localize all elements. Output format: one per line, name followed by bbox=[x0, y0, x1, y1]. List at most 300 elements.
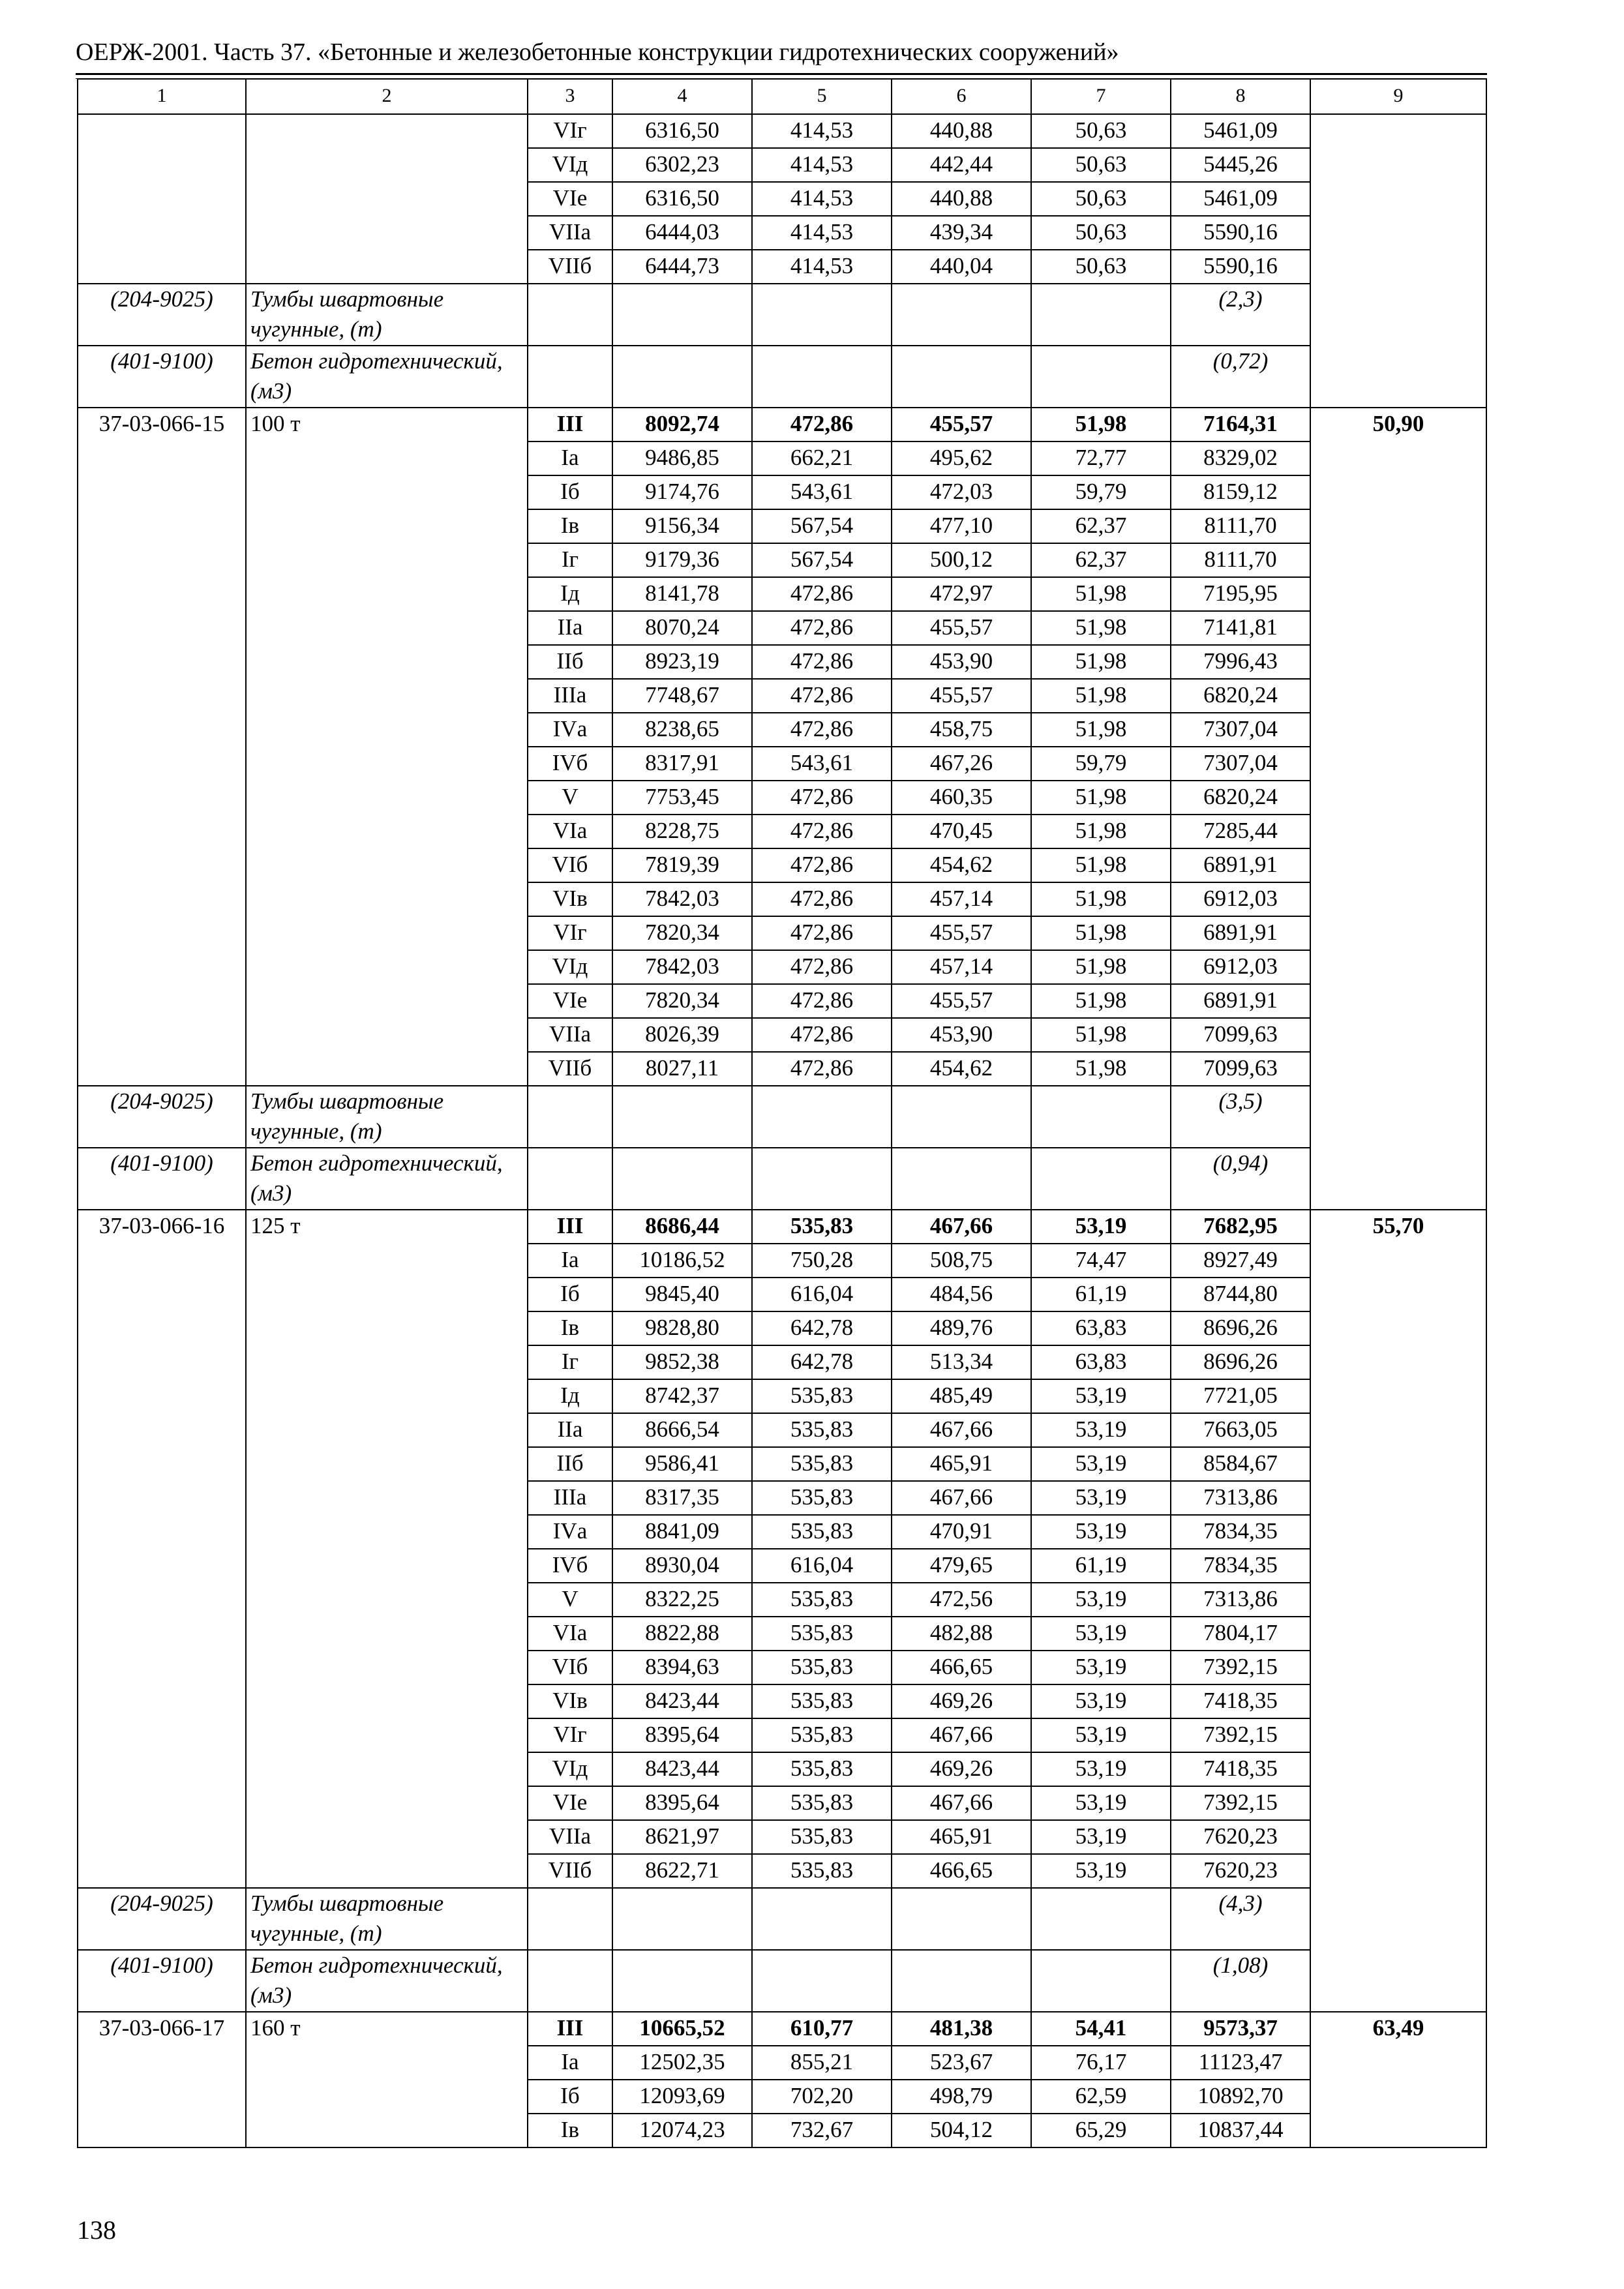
wages-cell: 414,53 bbox=[752, 148, 892, 182]
zone-cell: IVа bbox=[528, 713, 612, 747]
materials-cell: 7663,05 bbox=[1171, 1413, 1310, 1447]
machines-cell: 454,62 bbox=[892, 1052, 1031, 1086]
materials-cell: 7418,35 bbox=[1171, 1684, 1310, 1718]
machines-cell: 466,65 bbox=[892, 1854, 1031, 1888]
resource-quantity: (4,3) bbox=[1171, 1888, 1310, 1950]
total-cost-cell: 8317,91 bbox=[612, 747, 752, 781]
rate-name: 100 т bbox=[246, 408, 528, 1086]
drivers-wages-cell: 51,98 bbox=[1031, 408, 1171, 441]
page-header: ОЕРЖ-2001. Часть 37. «Бетонные и железобетонные конструкции гидротехнических сооружений» bbox=[76, 38, 1119, 66]
wages-cell: 472,86 bbox=[752, 848, 892, 882]
resource-code: (401-9100) bbox=[78, 1950, 246, 2012]
zone-cell: VIа bbox=[528, 1617, 612, 1651]
machines-cell: 455,57 bbox=[892, 679, 1031, 713]
machines-cell: 442,44 bbox=[892, 148, 1031, 182]
drivers-wages-cell: 53,19 bbox=[1031, 1515, 1171, 1549]
total-cost-cell: 6444,03 bbox=[612, 216, 752, 250]
zone-cell: V bbox=[528, 781, 612, 815]
resource-name: Тумбы швартовные чугунные, (т) bbox=[246, 1086, 528, 1148]
wages-cell: 414,53 bbox=[752, 114, 892, 148]
wages-cell: 662,21 bbox=[752, 441, 892, 475]
resource-code: (401-9100) bbox=[78, 346, 246, 408]
machines-cell: 523,67 bbox=[892, 2046, 1031, 2080]
machines-cell: 467,66 bbox=[892, 1210, 1031, 1244]
drivers-wages-cell: 51,98 bbox=[1031, 611, 1171, 645]
drivers-wages-cell: 51,98 bbox=[1031, 984, 1171, 1018]
materials-cell: 7392,15 bbox=[1171, 1651, 1310, 1684]
total-cost-cell: 7753,45 bbox=[612, 781, 752, 815]
wages-cell: 732,67 bbox=[752, 2114, 892, 2147]
zone-cell: Iа bbox=[528, 441, 612, 475]
total-cost-cell: 9845,40 bbox=[612, 1278, 752, 1311]
col-header-9: 9 bbox=[1310, 79, 1486, 114]
drivers-wages-cell: 62,37 bbox=[1031, 543, 1171, 577]
zone-cell: III bbox=[528, 2012, 612, 2046]
wages-cell: 535,83 bbox=[752, 1820, 892, 1854]
materials-cell: 7285,44 bbox=[1171, 815, 1310, 848]
materials-cell: 6891,91 bbox=[1171, 916, 1310, 950]
total-cost-cell: 9486,85 bbox=[612, 441, 752, 475]
machines-cell: 440,04 bbox=[892, 250, 1031, 284]
zone-cell: VIе bbox=[528, 1786, 612, 1820]
resource-name: Тумбы швартовные чугунные, (т) bbox=[246, 284, 528, 346]
wages-cell: 535,83 bbox=[752, 1481, 892, 1515]
resource-code: (204-9025) bbox=[78, 1888, 246, 1950]
total-cost-cell: 7748,67 bbox=[612, 679, 752, 713]
materials-cell: 10892,70 bbox=[1171, 2080, 1310, 2114]
rate-code: 37-03-066-17 bbox=[78, 2012, 246, 2147]
resource-quantity: (0,94) bbox=[1171, 1148, 1310, 1210]
wages-cell: 472,86 bbox=[752, 713, 892, 747]
drivers-wages-cell: 51,98 bbox=[1031, 882, 1171, 916]
zone-cell: IIIа bbox=[528, 679, 612, 713]
total-cost-cell: 8394,63 bbox=[612, 1651, 752, 1684]
empty-cell bbox=[612, 284, 752, 346]
drivers-wages-cell: 53,19 bbox=[1031, 1684, 1171, 1718]
total-cost-cell: 7820,34 bbox=[612, 916, 752, 950]
zone-cell: VIд bbox=[528, 148, 612, 182]
empty-cell bbox=[892, 1950, 1031, 2012]
total-cost-cell: 6444,73 bbox=[612, 250, 752, 284]
wages-cell: 567,54 bbox=[752, 543, 892, 577]
drivers-wages-cell: 50,63 bbox=[1031, 148, 1171, 182]
zone-cell: IVб bbox=[528, 1549, 612, 1583]
zone-cell: IIа bbox=[528, 611, 612, 645]
wages-cell: 750,28 bbox=[752, 1244, 892, 1278]
materials-cell: 6912,03 bbox=[1171, 950, 1310, 984]
materials-cell: 7996,43 bbox=[1171, 645, 1310, 679]
zone-cell: Iд bbox=[528, 577, 612, 611]
materials-cell: 7307,04 bbox=[1171, 747, 1310, 781]
machines-cell: 467,66 bbox=[892, 1786, 1031, 1820]
machines-cell: 467,66 bbox=[892, 1481, 1031, 1515]
col-header-4: 4 bbox=[612, 79, 752, 114]
materials-cell: 7099,63 bbox=[1171, 1018, 1310, 1052]
total-cost-cell: 8070,24 bbox=[612, 611, 752, 645]
machines-cell: 457,14 bbox=[892, 950, 1031, 984]
rate-code: 37-03-066-16 bbox=[78, 1210, 246, 1888]
zone-cell: IIб bbox=[528, 1447, 612, 1481]
materials-cell: 7164,31 bbox=[1171, 408, 1310, 441]
zone-cell: VIг bbox=[528, 916, 612, 950]
materials-cell: 8744,80 bbox=[1171, 1278, 1310, 1311]
total-cost-cell: 12502,35 bbox=[612, 2046, 752, 2080]
wages-cell: 472,86 bbox=[752, 577, 892, 611]
machines-cell: 469,26 bbox=[892, 1752, 1031, 1786]
wages-cell: 472,86 bbox=[752, 408, 892, 441]
resource-code: (204-9025) bbox=[78, 1086, 246, 1148]
total-cost-cell: 9586,41 bbox=[612, 1447, 752, 1481]
table-body bbox=[78, 79, 1486, 2147]
empty-cell bbox=[1031, 1086, 1171, 1148]
rate-main-row bbox=[78, 408, 1486, 441]
materials-cell: 8111,70 bbox=[1171, 543, 1310, 577]
machines-cell: 513,34 bbox=[892, 1345, 1031, 1379]
machines-cell: 440,88 bbox=[892, 182, 1031, 216]
zone-cell: Iб bbox=[528, 1278, 612, 1311]
empty-cell bbox=[612, 346, 752, 408]
drivers-wages-cell: 51,98 bbox=[1031, 1052, 1171, 1086]
wages-cell: 535,83 bbox=[752, 1786, 892, 1820]
drivers-wages-cell: 51,98 bbox=[1031, 577, 1171, 611]
total-cost-cell: 10665,52 bbox=[612, 2012, 752, 2046]
col-header-6: 6 bbox=[892, 79, 1031, 114]
rate-code: 37-03-066-15 bbox=[78, 408, 246, 1086]
drivers-wages-cell: 63,83 bbox=[1031, 1345, 1171, 1379]
empty-cell bbox=[528, 1888, 612, 1950]
zone-cell: Iв bbox=[528, 1311, 612, 1345]
wages-cell: 535,83 bbox=[752, 1718, 892, 1752]
zone-cell: III bbox=[528, 1210, 612, 1244]
rates-table bbox=[77, 78, 1487, 2148]
drivers-wages-cell: 51,98 bbox=[1031, 645, 1171, 679]
drivers-wages-cell: 53,19 bbox=[1031, 1854, 1171, 1888]
drivers-wages-cell: 63,83 bbox=[1031, 1311, 1171, 1345]
machines-cell: 472,56 bbox=[892, 1583, 1031, 1617]
machines-cell: 453,90 bbox=[892, 645, 1031, 679]
empty-cell bbox=[612, 1086, 752, 1148]
total-cost-cell: 9852,38 bbox=[612, 1345, 752, 1379]
col-header-1: 1 bbox=[78, 79, 246, 114]
wages-cell: 535,83 bbox=[752, 1515, 892, 1549]
total-cost-cell: 6302,23 bbox=[612, 148, 752, 182]
total-cost-cell: 8141,78 bbox=[612, 577, 752, 611]
drivers-wages-cell: 50,63 bbox=[1031, 250, 1171, 284]
drivers-wages-cell: 59,79 bbox=[1031, 747, 1171, 781]
wages-cell: 543,61 bbox=[752, 475, 892, 509]
machines-cell: 465,91 bbox=[892, 1447, 1031, 1481]
machines-cell: 481,38 bbox=[892, 2012, 1031, 2046]
total-cost-cell: 10186,52 bbox=[612, 1244, 752, 1278]
resource-code: (401-9100) bbox=[78, 1148, 246, 1210]
zone-cell: III bbox=[528, 408, 612, 441]
drivers-wages-cell: 53,19 bbox=[1031, 1447, 1171, 1481]
materials-cell: 8111,70 bbox=[1171, 509, 1310, 543]
materials-cell: 8696,26 bbox=[1171, 1311, 1310, 1345]
materials-cell: 7141,81 bbox=[1171, 611, 1310, 645]
empty-cell bbox=[612, 1148, 752, 1210]
zone-cell: Iв bbox=[528, 2114, 612, 2147]
machines-cell: 457,14 bbox=[892, 882, 1031, 916]
total-cost-cell: 8228,75 bbox=[612, 815, 752, 848]
total-cost-cell: 12093,69 bbox=[612, 2080, 752, 2114]
empty-cell bbox=[752, 1950, 892, 2012]
total-cost-cell: 8026,39 bbox=[612, 1018, 752, 1052]
col-header-5: 5 bbox=[752, 79, 892, 114]
empty-cell bbox=[752, 346, 892, 408]
drivers-wages-cell: 53,19 bbox=[1031, 1718, 1171, 1752]
total-cost-cell: 8092,74 bbox=[612, 408, 752, 441]
wages-cell: 472,86 bbox=[752, 950, 892, 984]
zone-cell: VIб bbox=[528, 848, 612, 882]
rate-main-row bbox=[78, 1210, 1486, 1244]
machines-cell: 465,91 bbox=[892, 1820, 1031, 1854]
wages-cell: 535,83 bbox=[752, 1651, 892, 1684]
zone-cell: Iа bbox=[528, 1244, 612, 1278]
materials-cell: 5590,16 bbox=[1171, 250, 1310, 284]
rate-name: 160 т bbox=[246, 2012, 528, 2147]
drivers-wages-cell: 51,98 bbox=[1031, 781, 1171, 815]
machines-cell: 439,34 bbox=[892, 216, 1031, 250]
drivers-wages-cell: 62,37 bbox=[1031, 509, 1171, 543]
resource-quantity: (3,5) bbox=[1171, 1086, 1310, 1148]
materials-cell: 10837,44 bbox=[1171, 2114, 1310, 2147]
labor-cost-cell: 55,70 bbox=[1310, 1210, 1486, 2012]
materials-cell: 7313,86 bbox=[1171, 1583, 1310, 1617]
zone-cell: IIб bbox=[528, 645, 612, 679]
machines-cell: 498,79 bbox=[892, 2080, 1031, 2114]
total-cost-cell: 8822,88 bbox=[612, 1617, 752, 1651]
wages-cell: 472,86 bbox=[752, 1052, 892, 1086]
page-number: 138 bbox=[77, 2215, 116, 2245]
wages-cell: 535,83 bbox=[752, 1854, 892, 1888]
drivers-wages-cell: 53,19 bbox=[1031, 1583, 1171, 1617]
empty-cell bbox=[1031, 1888, 1171, 1950]
column-number-row bbox=[78, 79, 1486, 114]
rate-name: 125 т bbox=[246, 1210, 528, 1888]
materials-cell: 5445,26 bbox=[1171, 148, 1310, 182]
machines-cell: 472,03 bbox=[892, 475, 1031, 509]
zone-cell: Iг bbox=[528, 1345, 612, 1379]
drivers-wages-cell: 51,98 bbox=[1031, 815, 1171, 848]
total-cost-cell: 8930,04 bbox=[612, 1549, 752, 1583]
materials-cell: 6891,91 bbox=[1171, 984, 1310, 1018]
drivers-wages-cell: 50,63 bbox=[1031, 114, 1171, 148]
zone-cell: VIв bbox=[528, 1684, 612, 1718]
total-cost-cell: 8622,71 bbox=[612, 1854, 752, 1888]
zone-cell: VIд bbox=[528, 950, 612, 984]
wages-cell: 567,54 bbox=[752, 509, 892, 543]
wages-cell: 472,86 bbox=[752, 611, 892, 645]
wages-cell: 616,04 bbox=[752, 1278, 892, 1311]
total-cost-cell: 8666,54 bbox=[612, 1413, 752, 1447]
resource-row bbox=[78, 1086, 1486, 1148]
drivers-wages-cell: 53,19 bbox=[1031, 1379, 1171, 1413]
empty-cell bbox=[892, 1888, 1031, 1950]
wages-cell: 543,61 bbox=[752, 747, 892, 781]
empty-cell bbox=[528, 346, 612, 408]
machines-cell: 495,62 bbox=[892, 441, 1031, 475]
machines-cell: 472,97 bbox=[892, 577, 1031, 611]
drivers-wages-cell: 65,29 bbox=[1031, 2114, 1171, 2147]
resource-quantity: (0,72) bbox=[1171, 346, 1310, 408]
total-cost-cell: 8423,44 bbox=[612, 1752, 752, 1786]
resource-quantity: (2,3) bbox=[1171, 284, 1310, 346]
materials-cell: 7804,17 bbox=[1171, 1617, 1310, 1651]
zone-cell: V bbox=[528, 1583, 612, 1617]
rate-name bbox=[246, 114, 528, 284]
total-cost-cell: 7842,03 bbox=[612, 882, 752, 916]
machines-cell: 484,56 bbox=[892, 1278, 1031, 1311]
drivers-wages-cell: 51,98 bbox=[1031, 916, 1171, 950]
wages-cell: 535,83 bbox=[752, 1617, 892, 1651]
total-cost-cell: 7842,03 bbox=[612, 950, 752, 984]
resource-name: Бетон гидротехнический, (м3) bbox=[246, 1950, 528, 2012]
wages-cell: 535,83 bbox=[752, 1379, 892, 1413]
wages-cell: 472,86 bbox=[752, 679, 892, 713]
total-cost-cell: 6316,50 bbox=[612, 114, 752, 148]
total-cost-cell: 8621,97 bbox=[612, 1820, 752, 1854]
col-header-8: 8 bbox=[1171, 79, 1310, 114]
zone-cell: Iа bbox=[528, 2046, 612, 2080]
empty-cell bbox=[528, 1086, 612, 1148]
empty-cell bbox=[1031, 284, 1171, 346]
materials-cell: 8927,49 bbox=[1171, 1244, 1310, 1278]
materials-cell: 7313,86 bbox=[1171, 1481, 1310, 1515]
materials-cell: 7099,63 bbox=[1171, 1052, 1310, 1086]
drivers-wages-cell: 51,98 bbox=[1031, 950, 1171, 984]
zone-cell: IVа bbox=[528, 1515, 612, 1549]
wages-cell: 535,83 bbox=[752, 1210, 892, 1244]
drivers-wages-cell: 74,47 bbox=[1031, 1244, 1171, 1278]
wages-cell: 535,83 bbox=[752, 1684, 892, 1718]
rate-code bbox=[78, 114, 246, 284]
drivers-wages-cell: 51,98 bbox=[1031, 1018, 1171, 1052]
wages-cell: 855,21 bbox=[752, 2046, 892, 2080]
machines-cell: 477,10 bbox=[892, 509, 1031, 543]
zone-cell: IVб bbox=[528, 747, 612, 781]
empty-cell bbox=[892, 1148, 1031, 1210]
machines-cell: 466,65 bbox=[892, 1651, 1031, 1684]
rate-main-row bbox=[78, 2012, 1486, 2046]
zone-cell: VIа bbox=[528, 815, 612, 848]
materials-cell: 7721,05 bbox=[1171, 1379, 1310, 1413]
wages-cell: 702,20 bbox=[752, 2080, 892, 2114]
total-cost-cell: 8923,19 bbox=[612, 645, 752, 679]
zone-cell: VIв bbox=[528, 882, 612, 916]
drivers-wages-cell: 53,19 bbox=[1031, 1413, 1171, 1447]
wages-cell: 472,86 bbox=[752, 916, 892, 950]
materials-cell: 11123,47 bbox=[1171, 2046, 1310, 2080]
machines-cell: 454,62 bbox=[892, 848, 1031, 882]
materials-cell: 7392,15 bbox=[1171, 1786, 1310, 1820]
materials-cell: 8329,02 bbox=[1171, 441, 1310, 475]
zone-cell: IIIа bbox=[528, 1481, 612, 1515]
zone-cell: VIд bbox=[528, 1752, 612, 1786]
zone-cell: IIа bbox=[528, 1413, 612, 1447]
empty-cell bbox=[528, 284, 612, 346]
wages-cell: 642,78 bbox=[752, 1311, 892, 1345]
empty-cell bbox=[1031, 346, 1171, 408]
drivers-wages-cell: 51,98 bbox=[1031, 848, 1171, 882]
zone-cell: VIIа bbox=[528, 1820, 612, 1854]
drivers-wages-cell: 59,79 bbox=[1031, 475, 1171, 509]
total-cost-cell: 12074,23 bbox=[612, 2114, 752, 2147]
drivers-wages-cell: 61,19 bbox=[1031, 1278, 1171, 1311]
drivers-wages-cell: 53,19 bbox=[1031, 1786, 1171, 1820]
drivers-wages-cell: 62,59 bbox=[1031, 2080, 1171, 2114]
materials-cell: 8159,12 bbox=[1171, 475, 1310, 509]
machines-cell: 482,88 bbox=[892, 1617, 1031, 1651]
total-cost-cell: 8317,35 bbox=[612, 1481, 752, 1515]
drivers-wages-cell: 53,19 bbox=[1031, 1617, 1171, 1651]
resource-name: Тумбы швартовные чугунные, (т) bbox=[246, 1888, 528, 1950]
empty-cell bbox=[528, 1950, 612, 2012]
total-cost-cell: 9179,36 bbox=[612, 543, 752, 577]
machines-cell: 508,75 bbox=[892, 1244, 1031, 1278]
wages-cell: 472,86 bbox=[752, 645, 892, 679]
empty-cell bbox=[1031, 1950, 1171, 2012]
machines-cell: 455,57 bbox=[892, 984, 1031, 1018]
zone-cell: VIг bbox=[528, 114, 612, 148]
empty-cell bbox=[752, 1086, 892, 1148]
zone-cell: Iб bbox=[528, 2080, 612, 2114]
materials-cell: 7418,35 bbox=[1171, 1752, 1310, 1786]
drivers-wages-cell: 51,98 bbox=[1031, 679, 1171, 713]
wages-cell: 472,86 bbox=[752, 882, 892, 916]
materials-cell: 7307,04 bbox=[1171, 713, 1310, 747]
header-rule-thick bbox=[76, 73, 1487, 75]
wages-cell: 414,53 bbox=[752, 250, 892, 284]
drivers-wages-cell: 53,19 bbox=[1031, 1481, 1171, 1515]
machines-cell: 469,26 bbox=[892, 1684, 1031, 1718]
empty-cell bbox=[752, 1148, 892, 1210]
materials-cell: 7834,35 bbox=[1171, 1549, 1310, 1583]
drivers-wages-cell: 50,63 bbox=[1031, 182, 1171, 216]
zone-cell: Iб bbox=[528, 475, 612, 509]
total-cost-cell: 8395,64 bbox=[612, 1718, 752, 1752]
materials-cell: 7195,95 bbox=[1171, 577, 1310, 611]
resource-row bbox=[78, 346, 1486, 408]
total-cost-cell: 8742,37 bbox=[612, 1379, 752, 1413]
machines-cell: 500,12 bbox=[892, 543, 1031, 577]
empty-cell bbox=[612, 1950, 752, 2012]
total-cost-cell: 7820,34 bbox=[612, 984, 752, 1018]
resource-row bbox=[78, 284, 1486, 346]
materials-cell: 6820,24 bbox=[1171, 679, 1310, 713]
wages-cell: 535,83 bbox=[752, 1583, 892, 1617]
empty-cell bbox=[1031, 1148, 1171, 1210]
machines-cell: 458,75 bbox=[892, 713, 1031, 747]
total-cost-cell: 9174,76 bbox=[612, 475, 752, 509]
resource-row bbox=[78, 1888, 1486, 1950]
total-cost-cell: 9828,80 bbox=[612, 1311, 752, 1345]
resource-row bbox=[78, 1950, 1486, 2012]
materials-cell: 8696,26 bbox=[1171, 1345, 1310, 1379]
resource-quantity: (1,08) bbox=[1171, 1950, 1310, 2012]
wages-cell: 535,83 bbox=[752, 1413, 892, 1447]
total-cost-cell: 8322,25 bbox=[612, 1583, 752, 1617]
wages-cell: 535,83 bbox=[752, 1447, 892, 1481]
total-cost-cell: 8686,44 bbox=[612, 1210, 752, 1244]
machines-cell: 455,57 bbox=[892, 611, 1031, 645]
empty-cell bbox=[752, 1888, 892, 1950]
zone-cell: VIб bbox=[528, 1651, 612, 1684]
wages-cell: 535,83 bbox=[752, 1752, 892, 1786]
materials-cell: 9573,37 bbox=[1171, 2012, 1310, 2046]
machines-cell: 479,65 bbox=[892, 1549, 1031, 1583]
drivers-wages-cell: 53,19 bbox=[1031, 1752, 1171, 1786]
